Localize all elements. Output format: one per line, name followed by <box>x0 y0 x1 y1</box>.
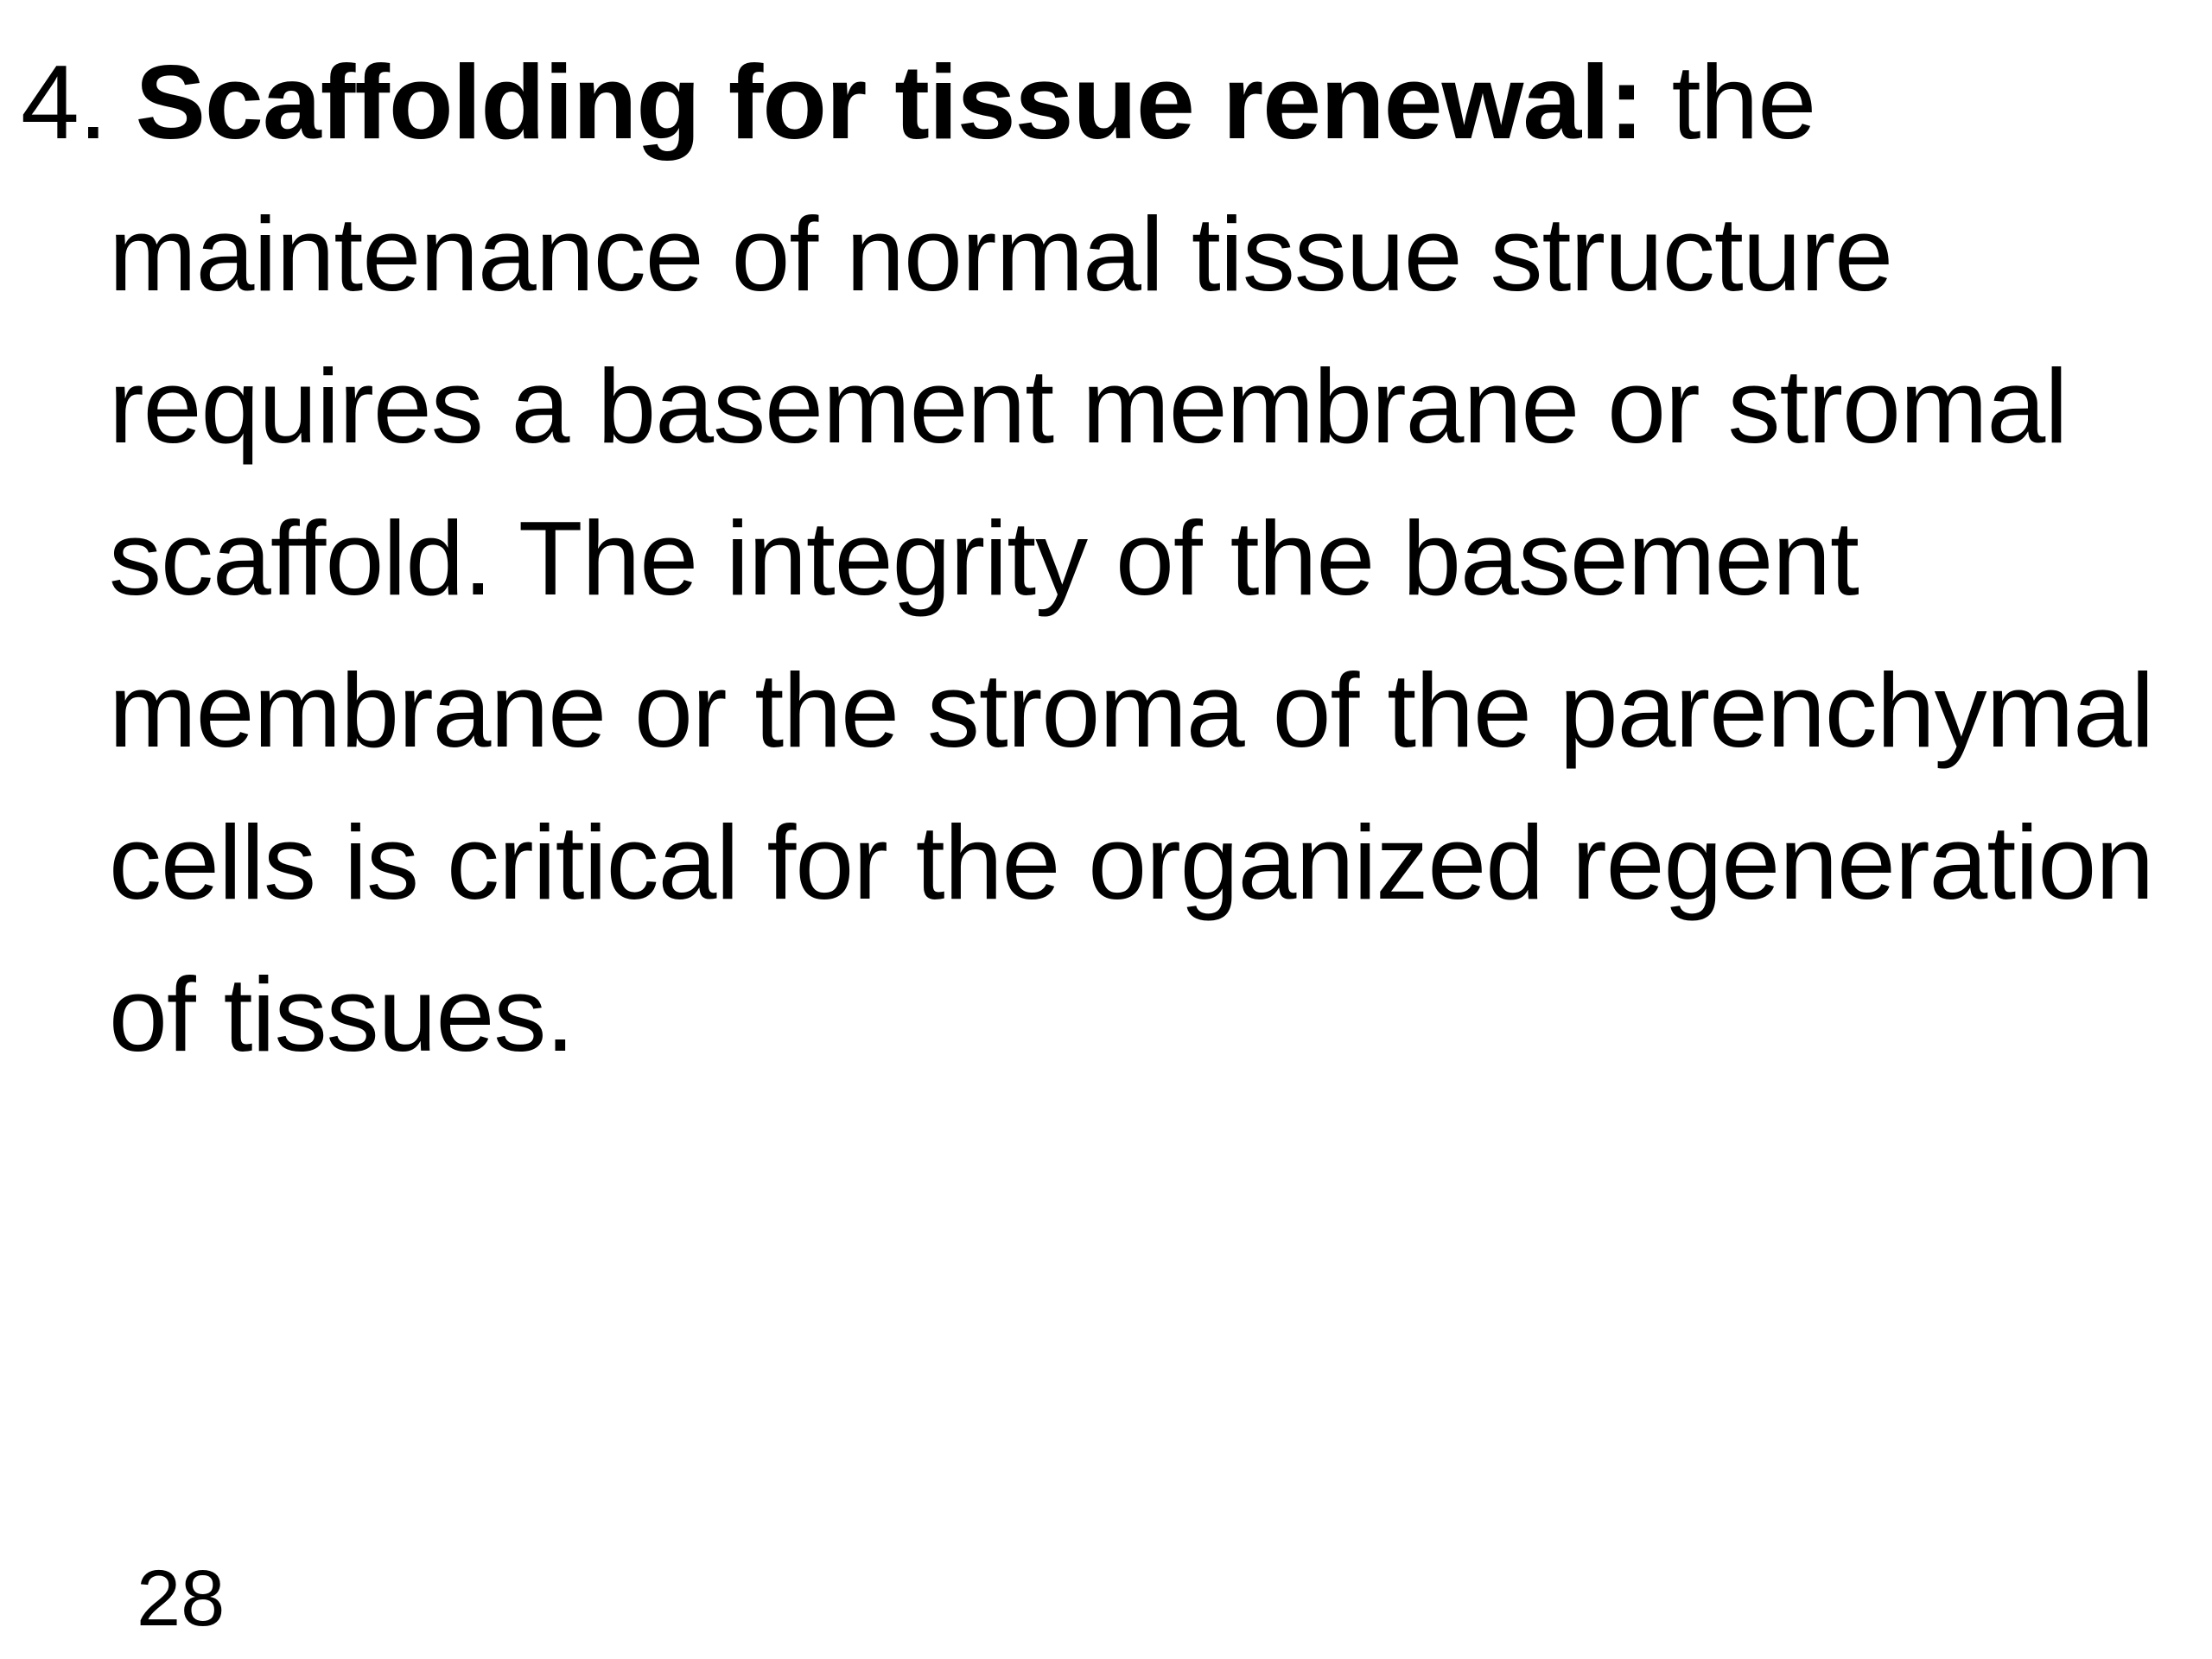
point-number: 4. <box>21 43 107 161</box>
numbered-point <box>21 26 2209 1090</box>
page-number: 28 <box>137 1554 226 1643</box>
point-heading: Scaffolding for tissue renewal: <box>135 43 1643 161</box>
point-body: the maintenance of normal tissue structure requires a basement membrane or stromal scaffold. The integrity of the basement membrane or the stroma of the parenchymal cells is critical for the organized regeneration of tissues. <box>109 43 2154 1073</box>
